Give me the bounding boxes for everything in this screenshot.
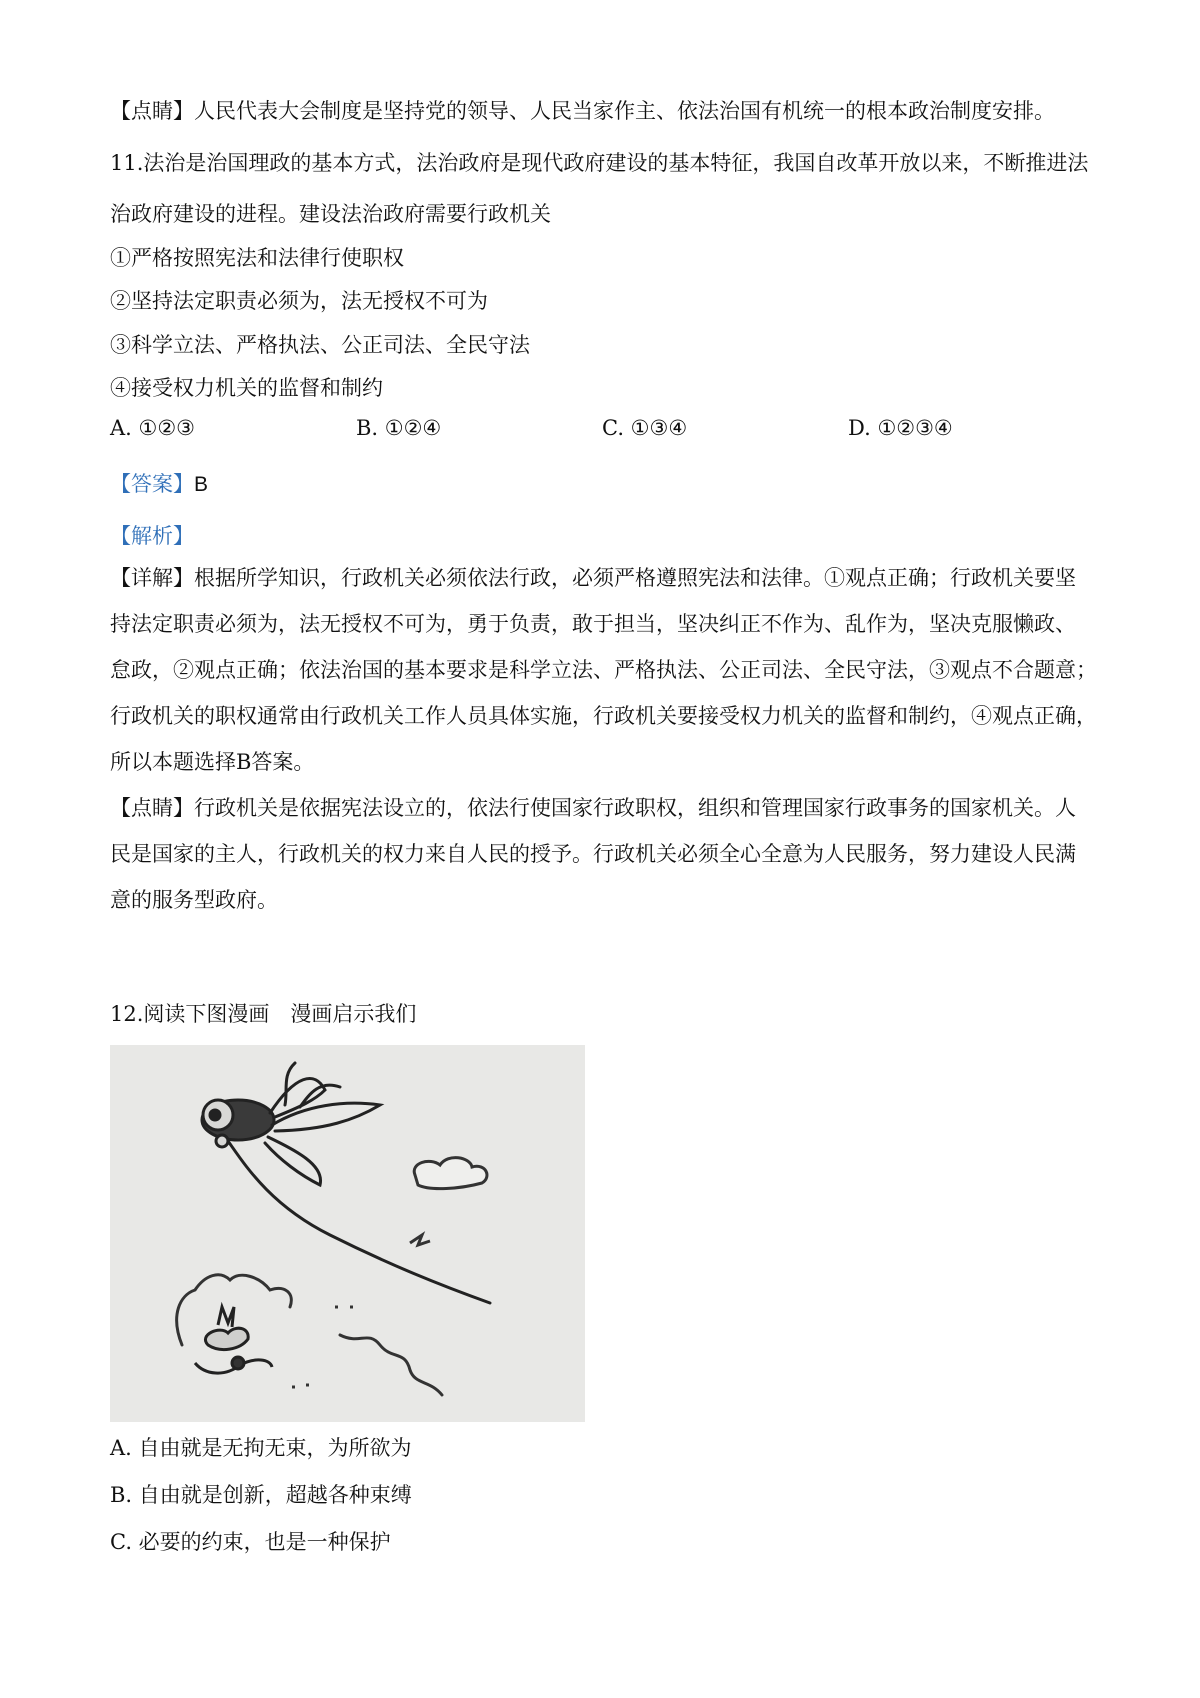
q11-detail-line-5: 所以本题选择B答案。 [110, 750, 315, 774]
q11-detail-line-1: 【详解】根据所学知识，行政机关必须依法行政，必须严格遵照宪法和法律。①观点正确；行政机关要坚 [110, 566, 1076, 590]
q11-note-line-1: 【点睛】行政机关是依据宪法设立的，依法行使国家行政职权，组织和管理国家行政事务的国家机关。人 [110, 796, 1076, 820]
q11-stem-line-1: 11.法治是治国理政的基本方式，法治政府是现代政府建设的基本特征，我国自改革开放以来，不断推进法 [110, 151, 1089, 175]
q11-item-4: ④接受权力机关的监督和制约 [110, 376, 383, 400]
q11-option-b: B. ①②④ [356, 416, 442, 440]
q11-item-3: ③科学立法、严格执法、公正司法、全民守法 [110, 333, 530, 357]
answer-label: 【答案】 [110, 472, 194, 496]
q12-option-c: C. 必要的约束，也是一种保护 [110, 1530, 391, 1554]
q11-stem-line-2: 治政府建设的进程。建设法治政府需要行政机关 [110, 202, 551, 226]
q11-answer [110, 468, 208, 498]
q11-detail-line-4: 行政机关的职权通常由行政机关工作人员具体实施，行政机关要接受权力机关的监督和制约，④观点正确， [110, 704, 1097, 728]
q11-option-d: D. ①②③④ [848, 416, 953, 440]
q11-note-line-2: 民是国家的主人，行政机关的权力来自人民的授予。行政机关必须全心全意为人民服务，努力建设人民满 [110, 842, 1076, 866]
q11-item-2: ②坚持法定职责必须为，法无授权不可为 [110, 289, 488, 313]
q11-option-a: A. ①②③ [110, 416, 195, 440]
q12-option-b: B. 自由就是创新，超越各种束缚 [110, 1483, 412, 1507]
q11-item-1: ①严格按照宪法和法律行使职权 [110, 246, 404, 270]
q11-detail-line-3: 怠政，②观点正确；依法治国的基本要求是科学立法、严格执法、公正司法、全民守法，③观点不合题意； [110, 658, 1097, 682]
q11-detail-line-2: 持法定职责必须为，法无授权不可为，勇于负责，敢于担当，坚决纠正不作为、乱作为，坚决克服懒政、 [110, 612, 1076, 636]
note-paragraph-q10: 【点睛】人民代表大会制度是坚持党的领导、人民当家作主、依法治国有机统一的根本政治制度安排。 [110, 99, 1055, 123]
q11-option-c: C. ①③④ [602, 416, 688, 440]
q11-note-line-3: 意的服务型政府。 [110, 888, 278, 912]
cartoon-image [110, 1045, 585, 1422]
q11-analysis-label: 【解析】 [110, 524, 194, 548]
kite-cartoon-illustration [110, 1045, 585, 1422]
answer-value: B [194, 473, 209, 496]
q12-option-a: A. 自由就是无拘无束，为所欲为 [110, 1436, 412, 1460]
q12-stem: 12.阅读下图漫画 漫画启示我们 [110, 1002, 417, 1026]
